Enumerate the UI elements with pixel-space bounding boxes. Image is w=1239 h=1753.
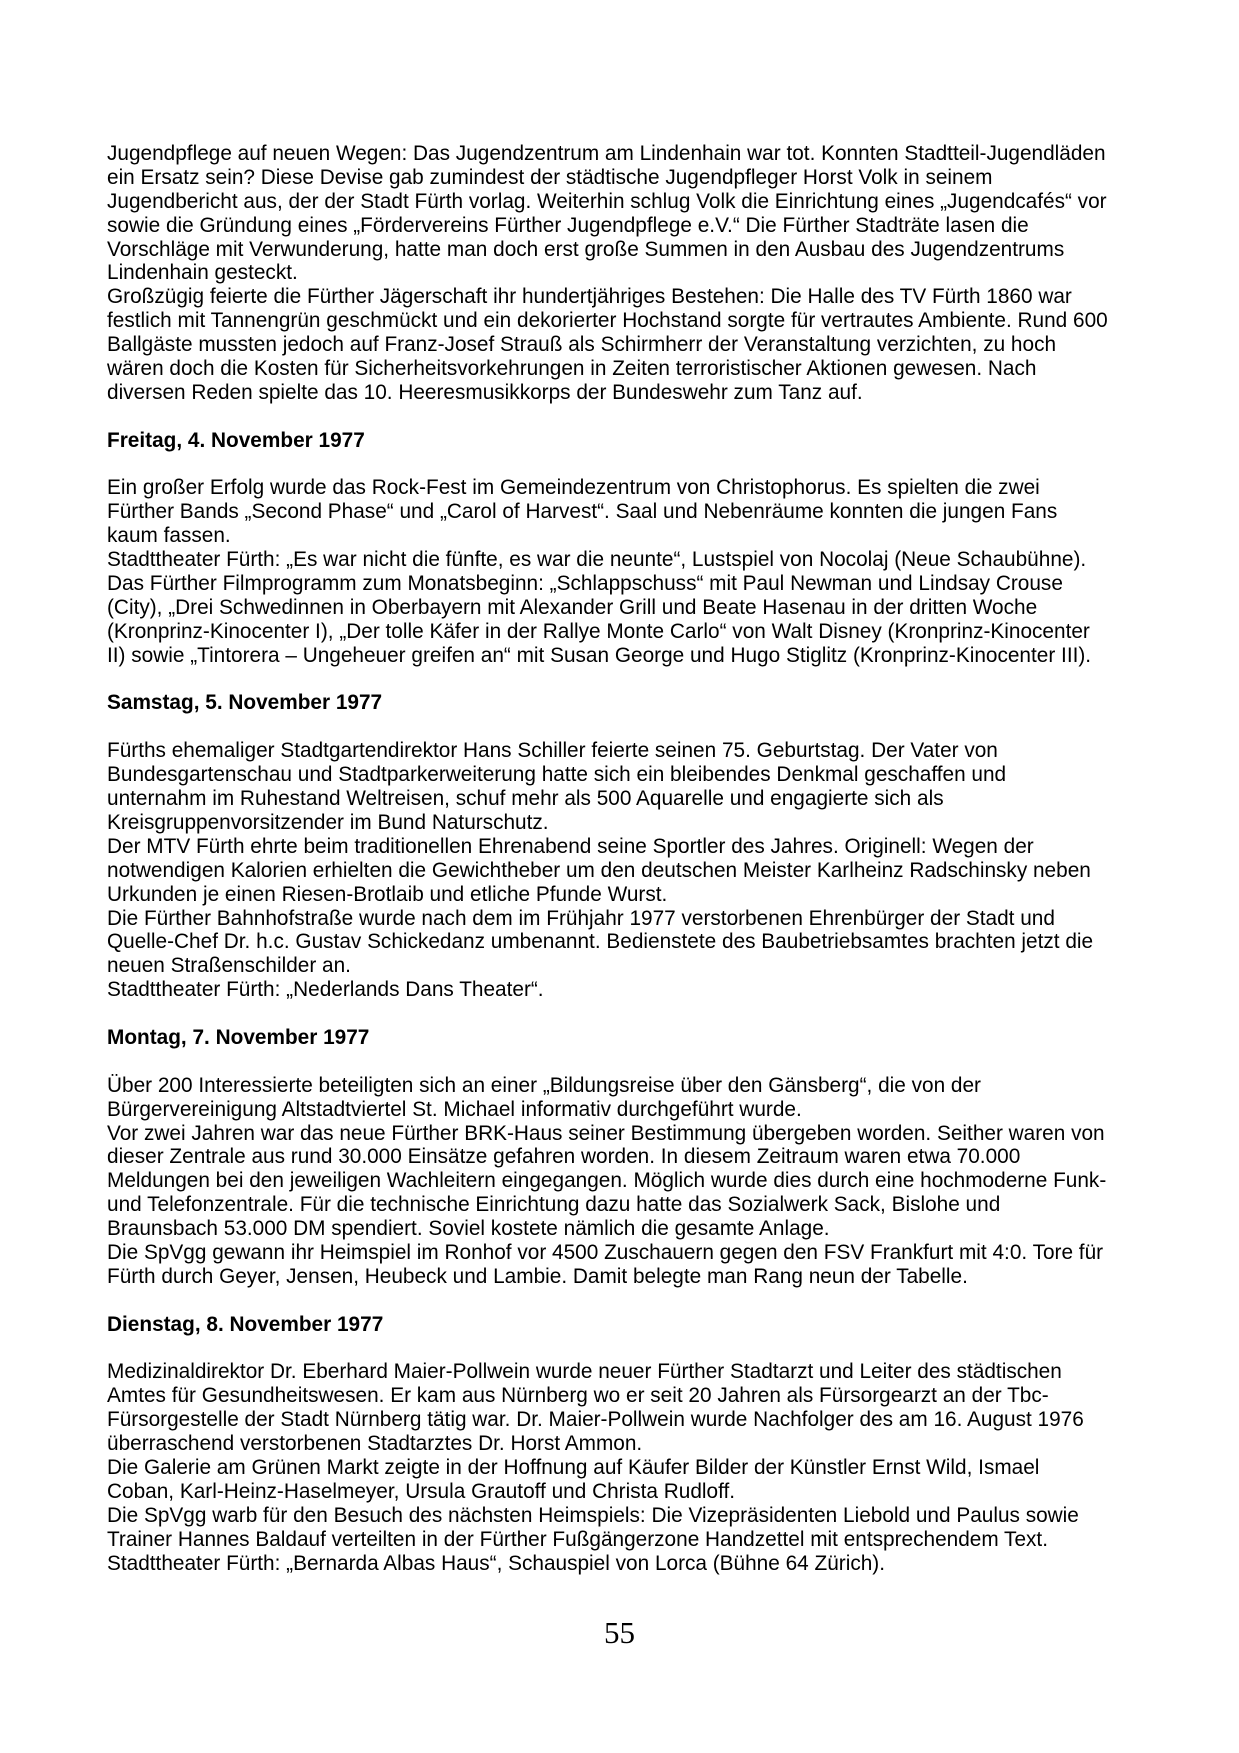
date-heading: Freitag, 4. November 1977 [107,428,365,452]
text-line: Stadttheater Fürth: „Bernarda Albas Haus“, Schauspiel von Lorca (Bühne 64 Zürich). [107,1551,885,1575]
text-line: diversen Reden spielte das 10. Heeresmusikkorps der Bundeswehr zum Tanz auf. [107,380,863,404]
text-line: II) sowie „Tintorera – Ungeheuer greifen an“ mit Susan George und Hugo Stiglitz (Kronprinz-Kinocenter III). [107,643,1092,667]
text-line: Stadttheater Fürth: „Es war nicht die fünfte, es war die neunte“, Lustspiel von Nocolaj (Neue Schaubühne). [107,548,1087,572]
text-line: Der MTV Fürth ehrte beim traditionellen Ehrenabend seine Sportler des Jahres. Originell: Wegen der [107,834,1034,858]
text-line: dieser Zentrale aus rund 30.000 Einsätze gefahren worden. In diesem Zeitraum waren etwa 70.000 [107,1145,1021,1169]
text-line: Medizinaldirektor Dr. Eberhard Maier-Pollwein wurde neuer Fürther Stadtarzt und Leiter des städtischen [107,1360,1062,1384]
text-line: kaum fassen. [107,524,231,548]
text-line: sowie die Gründung eines „Fördervereins Fürther Jugendpflege e.V.“ Die Fürther Stadträte lasen die [107,213,1029,237]
date-heading: Montag, 7. November 1977 [107,1025,370,1049]
text-line: Vorschläge mit Verwunderung, hatte man doch erst große Summen in den Ausbau des Jugendzentrums [107,237,1065,261]
text-line: Vor zwei Jahren war das neue Fürther BRK-Haus seiner Bestimmung übergeben worden. Seither waren von [107,1121,1105,1145]
text-line: ein Ersatz sein? Diese Devise gab zumindest der städtische Jugendpfleger Horst Volk in seinem [107,165,993,189]
text-line: Stadttheater Fürth: „Nederlands Dans Theater“. [107,978,544,1002]
text-line: Bundesgartenschau und Stadtparkerweiterung hatte sich ein bleibendes Denkmal geschaffen und [107,763,1007,787]
text-line: Ein großer Erfolg wurde das Rock-Fest im Gemeindezentrum von Christophorus. Es spielten die zwei [107,476,1040,500]
text-line: Lindenhain gesteckt. [107,261,298,285]
text-line: Braunsbach 53.000 DM spendiert. Soviel kostete nämlich die gesamte Anlage. [107,1217,830,1241]
text-line: Fürth durch Geyer, Jensen, Heubeck und Lambie. Damit belegte man Rang neun der Tabelle. [107,1264,968,1288]
text-line: Trainer Hannes Baldauf verteilten in der Fürther Fußgängerzone Handzettel mit entsprechendem Text. [107,1527,1048,1551]
blank-line [107,1337,1147,1361]
text-line: Das Fürther Filmprogramm zum Monatsbeginn: „Schlappschuss“ mit Paul Newman und Lindsay Crouse [107,572,1063,596]
text-line: wären doch die Kosten für Sicherheitsvorkehrungen in Zeiten terroristischer Aktionen gewesen. Nach [107,357,1037,381]
text-line: Amtes für Gesundheitswesen. Er kam aus Nürnberg wo er seit 20 Jahren als Fürsorgearzt an der Tbc- [107,1384,1049,1408]
blank-line [107,1002,1147,1026]
text-line: Fürths ehemaliger Stadtgartendirektor Hans Schiller feierte seinen 75. Geburtstag. Der Vater von [107,739,998,763]
blank-line [107,1289,1147,1313]
text-line: Jugendpflege auf neuen Wegen: Das Jugendzentrum am Lindenhain war tot. Konnten Stadtteil-Jugendläden [107,142,1106,165]
text-line: Die SpVgg warb für den Besuch des nächsten Heimspiels: Die Vizepräsidenten Liebold und Paulus sowie [107,1503,1079,1527]
text-line: Die SpVgg gewann ihr Heimspiel im Ronhof vor 4500 Zuschauern gegen den FSV Frankfurt mit 4:0. Tore für [107,1240,1104,1264]
text-line: Die Galerie am Grünen Markt zeigte in der Hoffnung auf Käufer Bilder der Künstler Ernst Wild, Ismael [107,1455,1040,1479]
document-content [107,142,1147,1575]
text-line: Meldungen bei den jeweiligen Wachleitern eingegangen. Möglich wurde dies durch eine hochmoderne Funk- [107,1169,1107,1193]
page-number: 55 [604,1615,635,1650]
text-line: Über 200 Interessierte beteiligten sich an einer „Bildungsreise über den Gänsberg“, die von der [107,1073,981,1097]
text-line: Fürther Bands „Second Phase“ und „Carol of Harvest“. Saal und Nebenräume konnten die jungen Fans [107,500,1058,524]
text-line: Die Fürther Bahnhofstraße wurde nach dem im Frühjahr 1977 verstorbenen Ehrenbürger der Stadt und [107,906,1055,930]
blank-line [107,1050,1147,1074]
blank-line [107,715,1147,739]
blank-line [107,668,1147,692]
date-heading: Dienstag, 8. November 1977 [107,1312,384,1336]
text-line: festlich mit Tannengrün geschmückt und ein dekorierter Hochstand sorgte für vertrautes Ambiente. Rund 600 [107,309,1108,333]
text-line: überraschend verstorbenen Stadtarztes Dr. Horst Ammon. [107,1432,643,1456]
blank-line [107,453,1147,477]
text-line: Fürsorgestelle der Stadt Nürnberg tätig war. Dr. Maier-Pollwein wurde Nachfolger des am 16. August 1976 [107,1408,1084,1432]
text-line: Bürgervereinigung Altstadtviertel St. Michael informativ durchgeführt wurde. [107,1097,802,1121]
text-line: Coban, Karl-Heinz-Haselmeyer, Ursula Grautoff und Christa Rudloff. [107,1479,736,1503]
text-line: und Telefonzentrale. Für die technische Einrichtung dazu hatte das Sozialwerk Sack, Bislohe und [107,1193,1001,1217]
text-line: neuen Straßenschilder an. [107,954,351,978]
date-heading: Samstag, 5. November 1977 [107,691,383,715]
text-line: unternahm im Ruhestand Weltreisen, schuf mehr als 500 Aquarelle und engagierte sich als [107,787,944,811]
text-line: Kreisgruppenvorsitzender im Bund Naturschutz. [107,810,549,834]
text-line: notwendigen Kalorien erhielten die Gewichtheber um den deutschen Meister Karlheinz Radschinsky neben [107,858,1091,882]
text-line: Ballgäste mussten jedoch auf Franz-Josef Strauß als Schirmherr der Veranstaltung verzichten, zu hoch [107,333,1057,357]
text-line: Jugendbericht aus, der der Stadt Fürth vorlag. Weiterhin schlug Volk die Einrichtung eines „Jugendcafés“ vor [107,189,1107,213]
text-line: (Kronprinz-Kinocenter I), „Der tolle Käfer in der Rallye Monte Carlo“ von Walt Disney (Kronprinz-Kinocenter [107,619,1090,643]
text-line: Quelle-Chef Dr. h.c. Gustav Schickedanz umbenannt. Bedienstete des Baubetriebsamtes brachten jetzt die [107,930,1094,954]
text-line: (City), „Drei Schwedinnen in Oberbayern mit Alexander Grill und Beate Hasenau in der dritten Woche [107,595,1038,619]
text-line: Urkunden je einen Riesen-Brotlaib und etliche Pfunde Wurst. [107,882,668,906]
blank-line [107,405,1147,429]
text-line: Großzügig feierte die Fürther Jägerschaft ihr hundertjähriges Bestehen: Die Halle des TV Fürth 1860 war [107,285,1072,309]
